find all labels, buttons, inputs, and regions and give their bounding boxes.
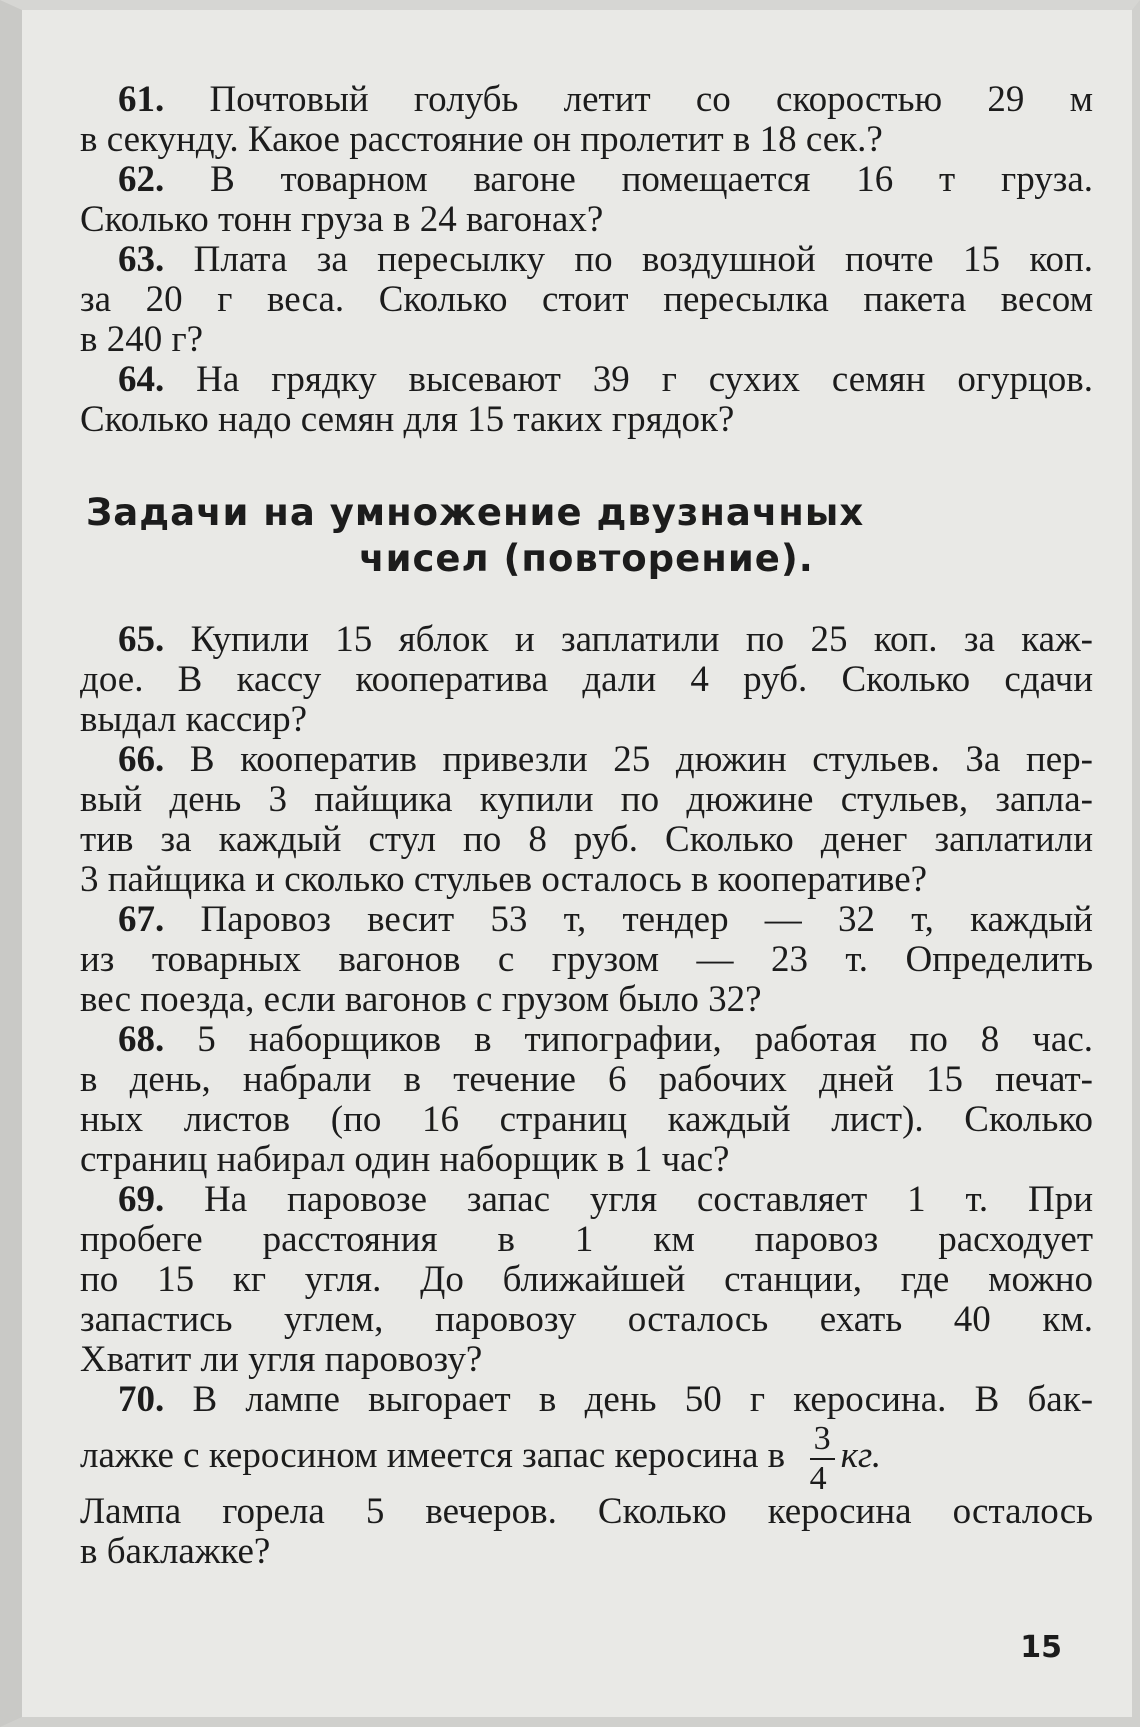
problem-text: Почтовый голубь летит со скоростью 29 м <box>209 79 1093 120</box>
problem-text: пробеге расстояния в 1 км паровоз расходует <box>80 1219 1093 1260</box>
problem-61 <box>80 80 1093 160</box>
problem-text: В лампе выгорает в день 50 г керосина. В бак- <box>192 1379 1094 1420</box>
problem-text: из товарных вагонов с грузом — 23 т. Определить <box>80 939 1093 980</box>
problem-text: тив за каждый стул по 8 руб. Сколько денег заплатили <box>80 819 1093 860</box>
section-heading-line-1: Задачи на умножение двузначных <box>86 491 865 534</box>
problem-text: выдал кассир? <box>80 699 308 740</box>
problem-69 <box>80 1180 1093 1380</box>
page-content <box>80 80 1093 1572</box>
problem-number: 64. <box>118 359 165 400</box>
problem-63 <box>80 240 1093 360</box>
problem-70 <box>80 1380 1093 1572</box>
problem-number: 66. <box>118 739 165 780</box>
problem-text: страниц набирал один наборщик в 1 час? <box>80 1139 730 1180</box>
problem-64 <box>80 360 1093 440</box>
problem-text: в день, набрали в течение 6 рабочих дней 15 печат- <box>80 1059 1093 1100</box>
problem-text: ных листов (по 16 страниц каждый лист). Сколько <box>80 1099 1093 1140</box>
problem-text: Купили 15 яблок и заплатили по 25 коп. за каж- <box>190 619 1093 660</box>
problem-text: вес поезда, если вагонов с грузом было 32? <box>80 979 762 1020</box>
problem-number: 62. <box>118 159 165 200</box>
problem-number: 67. <box>118 899 165 940</box>
problem-text: кг. <box>840 1435 882 1476</box>
fraction-denominator: 4 <box>809 1459 827 1497</box>
problem-number: 65. <box>118 619 165 660</box>
problem-62 <box>80 160 1093 240</box>
problem-text: Плата за пересылку по воздушной почте 15 коп. <box>193 239 1094 280</box>
problem-text: за 20 г веса. Сколько стоит пересылка пакета весом <box>80 279 1093 320</box>
problem-number: 63. <box>118 239 165 280</box>
problem-text: Сколько тонн груза в 24 вагонах? <box>80 199 604 240</box>
fraction <box>809 1419 835 1497</box>
problem-text: 3 пайщика и сколько стульев осталось в кооперативе? <box>80 859 928 900</box>
problem-number: 69. <box>118 1179 165 1220</box>
problem-text: Хватит ли угля паровозу? <box>80 1339 483 1380</box>
problem-66 <box>80 740 1093 900</box>
problem-text: Паровоз весит 53 т, тендер — 32 т, каждый <box>200 899 1093 940</box>
problem-number: 68. <box>118 1019 165 1060</box>
problem-text: 5 наборщиков в типографии, работая по 8 час. <box>197 1019 1093 1060</box>
problem-68 <box>80 1020 1093 1180</box>
problem-text: в 240 г? <box>80 319 204 360</box>
problem-text: В товарном вагоне помещается 16 т груза. <box>210 159 1094 200</box>
fraction-numerator: 3 <box>810 1422 835 1460</box>
problem-text: по 15 кг угля. До ближайшей станции, где можно <box>80 1259 1093 1300</box>
problem-text: в баклажке? <box>80 1531 271 1572</box>
problem-number: 70. <box>118 1379 165 1420</box>
section-heading <box>80 490 1093 582</box>
problem-text: запастись углем, паровозу осталось ехать 40 км. <box>80 1299 1093 1340</box>
problem-text: На грядку высевают 39 г сухих семян огурцов. <box>196 359 1094 400</box>
problem-67 <box>80 900 1093 1020</box>
problem-text: дое. В кассу кооператива дали 4 руб. Сколько сдачи <box>80 659 1093 700</box>
problem-number: 61. <box>118 79 165 120</box>
page-number: 15 <box>1020 1630 1062 1665</box>
problem-65 <box>80 620 1093 740</box>
problem-text: Сколько надо семян для 15 таких грядок? <box>80 399 735 440</box>
problem-text: На паровозе запас угля составляет 1 т. При <box>204 1179 1093 1220</box>
problem-text: в секунду. Какое расстояние он пролетит в 18 сек.? <box>80 119 883 160</box>
problem-text: лажке с керосином имеется запас керосина в <box>80 1435 786 1476</box>
problem-text: Лампа горела 5 вечеров. Сколько керосина осталось <box>80 1491 1093 1532</box>
problem-text: вый день 3 пайщика купили по дюжине стульев, запла- <box>80 779 1093 820</box>
problem-text: В кооператив привезли 25 дюжин стульев. За пер- <box>189 739 1094 780</box>
section-heading-line-2: чисел (повторение). <box>359 537 814 580</box>
